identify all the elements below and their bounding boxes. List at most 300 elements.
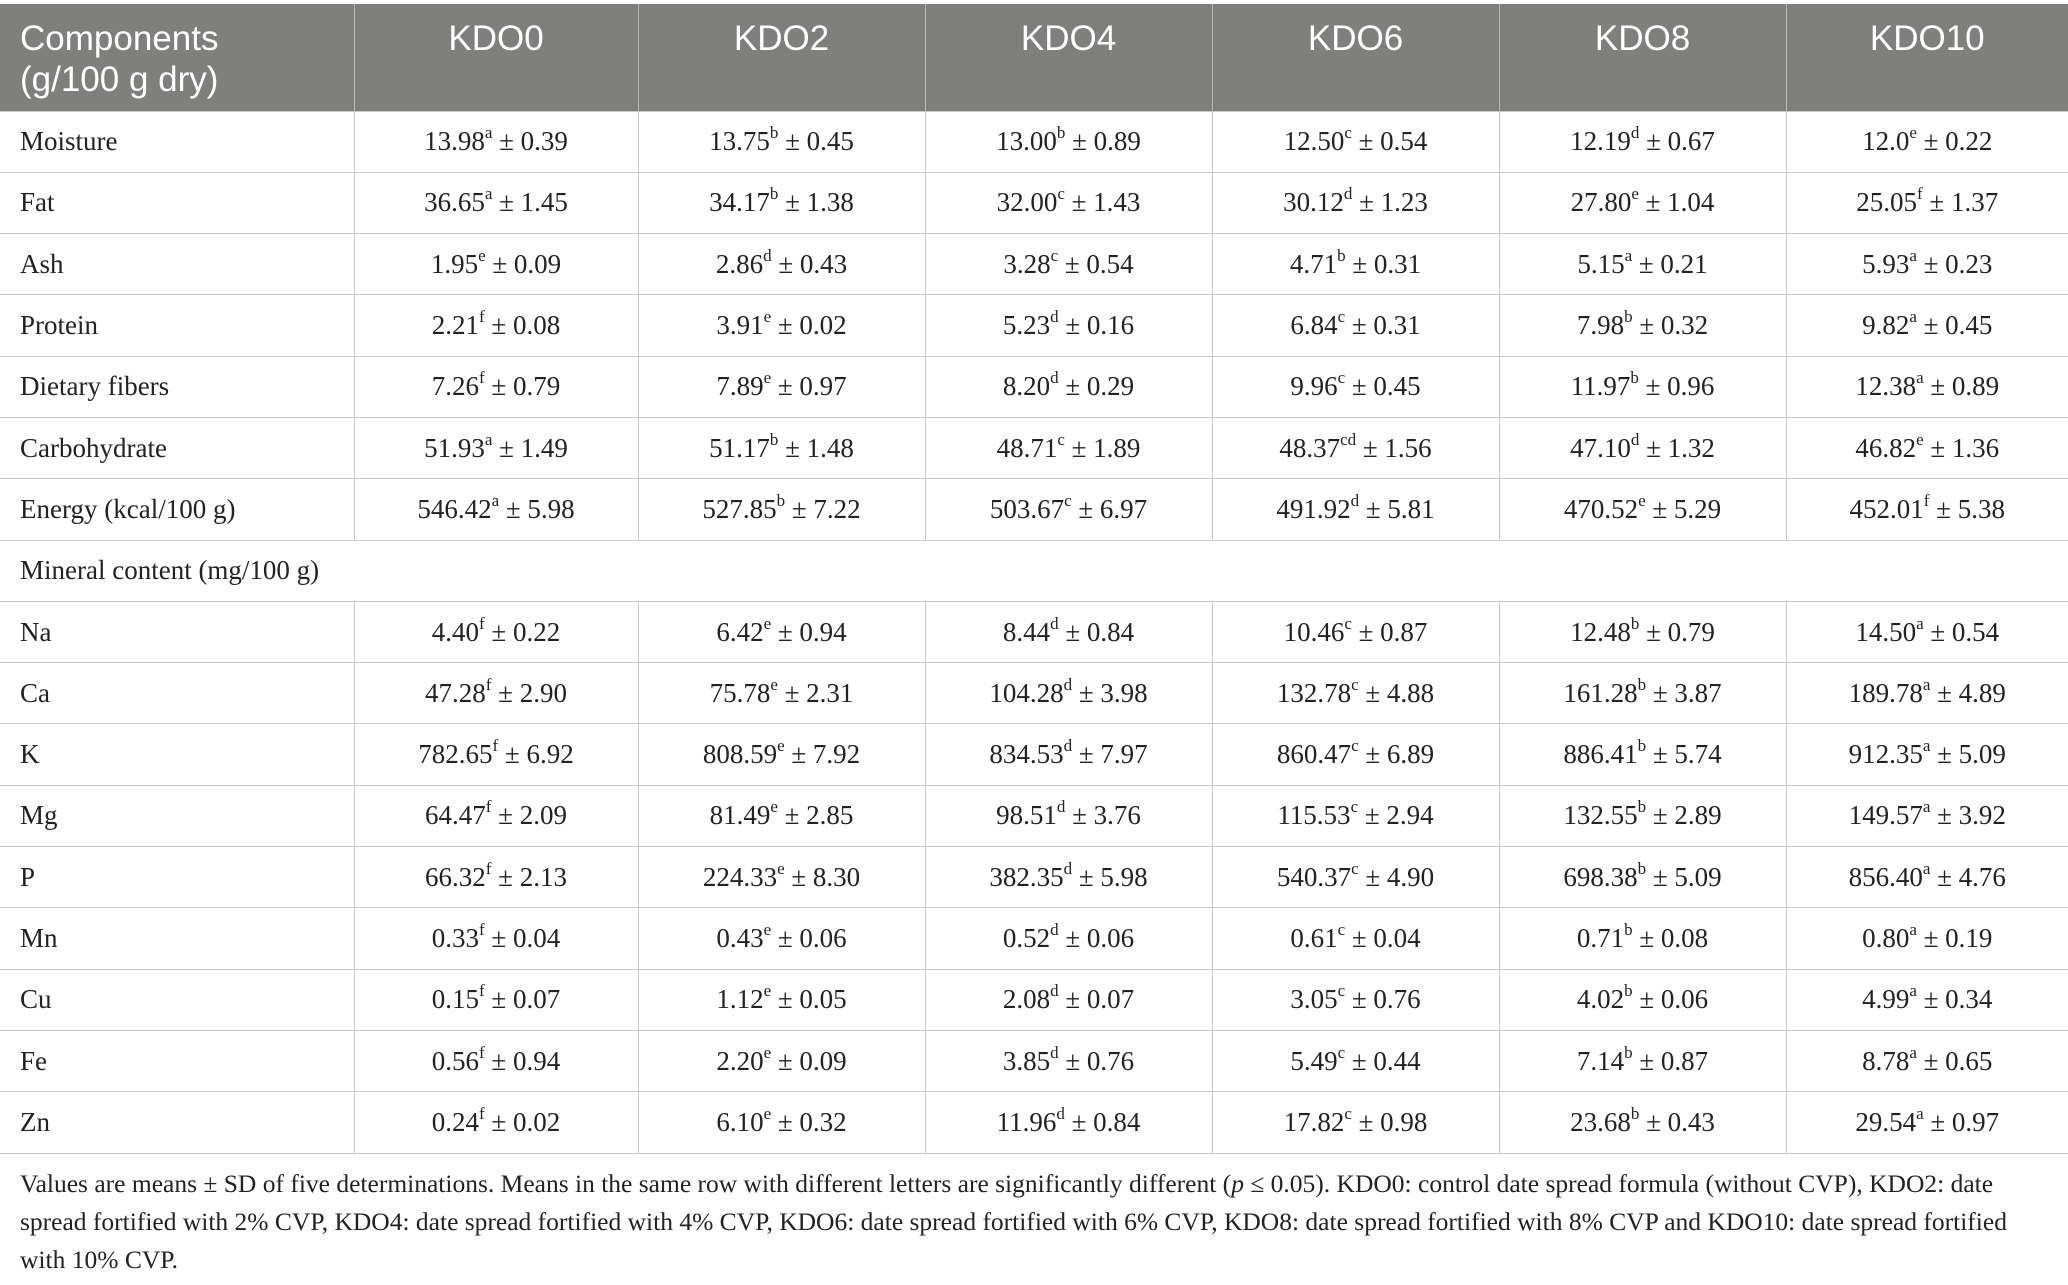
section-row-minerals <box>0 540 2068 601</box>
value-cell <box>1786 663 2068 724</box>
value-cell <box>925 724 1212 785</box>
mean-value: 4.99 <box>1862 984 1910 1015</box>
value-cell <box>1786 785 2068 846</box>
mean-value: 540.37 <box>1276 861 1352 892</box>
value-cell <box>1499 479 1786 540</box>
significance-letter: b <box>1624 981 1633 1001</box>
mean-value: 7.89 <box>716 371 764 402</box>
value-cell <box>925 785 1212 846</box>
sd-value: ± 0.45 <box>1916 310 1993 341</box>
value-cell <box>354 111 638 172</box>
sd-value: ± 0.06 <box>771 923 847 953</box>
significance-letter: cd <box>1340 429 1357 449</box>
significance-letter: e <box>763 613 772 633</box>
sd-value: ± 0.89 <box>1065 126 1141 157</box>
mean-value: 47.28 <box>425 677 486 708</box>
section-label: Mineral content (mg/100 g) <box>0 540 2068 601</box>
sd-value: ± 0.06 <box>1632 984 1709 1015</box>
mean-value: 75.78 <box>709 677 771 708</box>
significance-letter: a <box>1909 920 1917 939</box>
sd-value: ± 2.13 <box>491 861 567 892</box>
sd-value: ± 1.32 <box>1639 432 1715 463</box>
mean-value: 12.48 <box>1570 616 1631 647</box>
significance-letter: a <box>1909 245 1917 265</box>
row-label: Protein <box>0 295 354 356</box>
footnote-text-part2: ≤ 0.05). KDO0: control date spread formula (without CVP), KDO2: date spread fortified with 2% CVP, KDO4: date spread fortified with 4% CVP, KDO6: date spread fortified with 6% CVP, KDO8: date spread fortified with 8% CVP and KDO10: date spread fortified with 10% CVP. <box>20 1169 2007 1274</box>
sd-value: ± 5.74 <box>1646 739 1722 770</box>
sd-value: ± 3.87 <box>1646 677 1722 708</box>
significance-letter: d <box>1050 307 1059 327</box>
table-row-k <box>0 724 2068 785</box>
sd-value: ± 5.98 <box>499 493 575 524</box>
value-cell <box>1212 969 1499 1030</box>
mean-value: 13.98 <box>424 126 485 157</box>
mean-value: 64.47 <box>425 800 486 831</box>
significance-letter: e <box>1631 184 1639 204</box>
mean-value: 48.37 <box>1279 432 1341 463</box>
value-cell <box>1786 724 2068 785</box>
mean-value: 856.40 <box>1848 861 1923 892</box>
mean-value: 2.20 <box>716 1045 764 1076</box>
mean-value: 132.55 <box>1563 800 1638 831</box>
value-cell <box>1212 417 1499 478</box>
significance-letter: e <box>777 736 785 756</box>
mean-value: 7.26 <box>431 371 479 402</box>
mean-value: 2.08 <box>1002 984 1051 1015</box>
sd-value: ± 5.81 <box>1359 493 1435 524</box>
sd-value: ± 1.38 <box>778 187 854 218</box>
mean-value: 470.52 <box>1563 493 1639 524</box>
table-row-p <box>0 847 2068 908</box>
value-cell <box>638 601 925 662</box>
mean-value: 132.78 <box>1276 677 1352 708</box>
mean-value: 98.51 <box>996 800 1057 831</box>
value-cell <box>638 356 925 417</box>
mean-value: 14.50 <box>1855 616 1917 647</box>
value-cell <box>638 663 925 724</box>
significance-letter: e <box>777 858 785 878</box>
mean-value: 491.92 <box>1276 493 1351 524</box>
mean-value: 32.00 <box>996 187 1058 218</box>
significance-letter: e <box>770 797 778 817</box>
header-components-line1: Components <box>20 19 219 58</box>
value-cell <box>354 601 638 662</box>
sd-value: ± 0.76 <box>1345 984 1421 1015</box>
significance-letter: d <box>1050 1042 1059 1062</box>
value-cell <box>1212 234 1499 295</box>
sd-value: ± 5.38 <box>1929 493 2005 524</box>
significance-letter: b <box>1630 368 1639 388</box>
table-row-ca <box>0 663 2068 724</box>
significance-letter: f <box>485 858 492 878</box>
value-cell <box>925 356 1212 417</box>
significance-letter: e <box>1916 429 1924 449</box>
value-cell <box>925 1092 1212 1153</box>
sd-value: ± 1.56 <box>1356 432 1432 463</box>
header-kdo0: KDO0 <box>354 4 638 111</box>
significance-letter: d <box>1056 1103 1065 1123</box>
sd-value: ± 0.08 <box>1632 923 1709 953</box>
mean-value: 5.93 <box>1862 248 1910 279</box>
value-cell <box>638 234 925 295</box>
value-cell <box>925 969 1212 1030</box>
mean-value: 698.38 <box>1563 861 1638 892</box>
row-label: Dietary fibers <box>0 356 354 417</box>
value-cell <box>1499 417 1786 478</box>
table-row-mg <box>0 785 2068 846</box>
mean-value: 29.54 <box>1855 1106 1917 1137</box>
mean-value: 10.46 <box>1283 616 1345 647</box>
sd-value: ± 8.30 <box>784 861 861 892</box>
footnote-p-symbol: p <box>1231 1169 1244 1198</box>
row-label: Ash <box>0 234 354 295</box>
significance-letter: e <box>763 1103 772 1123</box>
significance-letter: a <box>1916 613 1924 633</box>
value-cell <box>1499 356 1786 417</box>
value-cell <box>1212 295 1499 356</box>
mean-value: 3.28 <box>1003 248 1051 279</box>
significance-letter: e <box>763 981 772 1001</box>
table-row-mn <box>0 908 2068 969</box>
sd-value: ± 0.31 <box>1345 310 1421 341</box>
mean-value: 546.42 <box>417 493 492 524</box>
mean-value: 5.49 <box>1290 1045 1338 1076</box>
significance-letter: f <box>479 981 485 1001</box>
mean-value: 8.44 <box>1002 616 1051 647</box>
sd-value: ± 0.89 <box>1923 371 2000 402</box>
significance-letter: b <box>1630 1103 1640 1123</box>
value-cell <box>354 417 638 478</box>
mean-value: 149.57 <box>1848 800 1923 831</box>
sd-value: ± 0.45 <box>778 126 854 157</box>
mean-value: 4.02 <box>1576 984 1625 1015</box>
value-cell <box>1212 356 1499 417</box>
significance-letter: b <box>1637 858 1647 878</box>
value-cell <box>638 724 925 785</box>
sd-value: ± 0.96 <box>1638 371 1715 402</box>
significance-letter: c <box>1057 184 1065 204</box>
row-label: K <box>0 724 354 785</box>
sd-value: ± 0.54 <box>1923 616 2000 647</box>
significance-letter: f <box>479 368 485 388</box>
table-body <box>0 111 2068 1153</box>
significance-letter: b <box>1637 674 1647 694</box>
sd-value: ± 0.19 <box>1916 923 1993 953</box>
mean-value: 48.71 <box>996 432 1058 463</box>
significance-letter: f <box>479 613 485 633</box>
sd-value: ± 2.94 <box>1358 800 1434 831</box>
value-cell <box>1786 479 2068 540</box>
significance-letter: f <box>479 920 485 939</box>
sd-value: ± 0.94 <box>484 1045 561 1076</box>
significance-letter: e <box>1638 490 1646 510</box>
value-cell <box>1786 172 2068 233</box>
value-cell <box>1212 1030 1499 1091</box>
sd-value: ± 3.92 <box>1930 800 2006 831</box>
significance-letter: c <box>1337 307 1346 327</box>
mean-value: 3.91 <box>716 310 764 341</box>
sd-value: ± 0.02 <box>771 310 847 341</box>
significance-letter: c <box>1057 429 1065 449</box>
sd-value: ± 0.54 <box>1058 248 1134 279</box>
header-components <box>0 4 354 111</box>
value-cell <box>925 908 1212 969</box>
mean-value: 7.98 <box>1576 310 1625 341</box>
value-cell <box>354 1092 638 1153</box>
value-cell <box>1786 969 2068 1030</box>
sd-value: ± 2.31 <box>777 677 854 708</box>
mean-value: 30.12 <box>1283 187 1344 218</box>
mean-value: 5.23 <box>1002 310 1051 341</box>
sd-value: ± 5.09 <box>1930 739 2006 770</box>
sd-value: ± 7.97 <box>1072 739 1148 770</box>
sd-value: ± 0.04 <box>1345 923 1421 953</box>
value-cell <box>354 234 638 295</box>
sd-value: ± 0.22 <box>484 616 561 647</box>
sd-value: ± 0.87 <box>1351 616 1428 647</box>
sd-value: ± 5.98 <box>1072 861 1148 892</box>
value-cell <box>1786 111 2068 172</box>
value-cell <box>638 479 925 540</box>
table-row-fat <box>0 172 2068 233</box>
sd-value: ± 1.37 <box>1922 187 1999 218</box>
significance-letter: a <box>1909 307 1917 327</box>
significance-letter: b <box>776 490 786 510</box>
value-cell <box>1786 847 2068 908</box>
significance-letter: a <box>1922 674 1931 694</box>
value-cell <box>638 1030 925 1091</box>
sd-value: ± 0.97 <box>771 371 847 402</box>
sd-value: ± 0.21 <box>1632 248 1708 279</box>
row-label: P <box>0 847 354 908</box>
value-cell <box>638 908 925 969</box>
mean-value: 36.65 <box>424 187 485 218</box>
value-cell <box>354 295 638 356</box>
significance-letter: d <box>1630 429 1640 449</box>
sd-value: ± 7.92 <box>784 739 861 770</box>
value-cell <box>925 234 1212 295</box>
sd-value: ± 6.92 <box>498 739 574 770</box>
value-cell <box>638 847 925 908</box>
table-row-protein <box>0 295 2068 356</box>
significance-letter: c <box>1337 1042 1346 1062</box>
sd-value: ± 0.79 <box>484 371 561 402</box>
sd-value: ± 2.89 <box>1646 800 1722 831</box>
sd-value: ± 0.06 <box>1058 923 1135 953</box>
value-cell <box>1786 417 2068 478</box>
value-cell <box>1786 601 2068 662</box>
significance-letter: f <box>1917 184 1923 204</box>
header-kdo6: KDO6 <box>1212 4 1499 111</box>
table-row-ash <box>0 234 2068 295</box>
mean-value: 5.15 <box>1577 248 1625 279</box>
value-cell <box>1499 1030 1786 1091</box>
significance-letter: c <box>1344 1103 1352 1123</box>
value-cell <box>354 663 638 724</box>
significance-letter: c <box>1351 736 1359 756</box>
significance-letter: e <box>763 368 772 388</box>
value-cell <box>354 1030 638 1091</box>
sd-value: ± 0.43 <box>1639 1106 1715 1137</box>
sd-value: ± 2.09 <box>491 800 567 831</box>
mean-value: 1.95 <box>430 248 479 279</box>
value-cell <box>925 295 1212 356</box>
sd-value: ± 5.29 <box>1645 493 1722 524</box>
mean-value: 11.97 <box>1570 371 1631 402</box>
sd-value: ± 0.76 <box>1058 1045 1135 1076</box>
header-components-line2: (g/100 g dry) <box>20 60 219 99</box>
value-cell <box>925 111 1212 172</box>
value-cell <box>1786 1092 2068 1153</box>
mean-value: 808.59 <box>702 739 778 770</box>
sd-value: ± 3.98 <box>1072 677 1148 708</box>
sd-value: ± 6.89 <box>1358 739 1435 770</box>
significance-letter: e <box>478 245 486 265</box>
sd-value: ± 1.48 <box>778 432 854 463</box>
significance-letter: b <box>1624 920 1633 939</box>
mean-value: 0.24 <box>431 1106 479 1137</box>
sd-value: ± 0.29 <box>1058 371 1135 402</box>
mean-value: 0.15 <box>431 984 479 1015</box>
mean-value: 1.12 <box>716 984 764 1015</box>
mean-value: 0.61 <box>1290 923 1338 953</box>
sd-value: ± 0.05 <box>771 984 847 1015</box>
value-cell <box>925 172 1212 233</box>
value-cell <box>638 969 925 1030</box>
value-cell <box>354 785 638 846</box>
mean-value: 886.41 <box>1563 739 1638 770</box>
significance-letter: b <box>1337 245 1346 265</box>
mean-value: 224.33 <box>702 861 778 892</box>
significance-letter: d <box>1630 123 1640 143</box>
sd-value: ± 0.54 <box>1351 126 1428 157</box>
row-label: Cu <box>0 969 354 1030</box>
value-cell <box>638 111 925 172</box>
significance-letter: b <box>1624 307 1633 327</box>
row-label: Zn <box>0 1092 354 1153</box>
significance-letter: d <box>1050 920 1059 939</box>
mean-value: 81.49 <box>709 800 771 831</box>
value-cell <box>1786 234 2068 295</box>
significance-letter: f <box>485 797 492 817</box>
significance-letter: a <box>484 184 493 204</box>
value-cell <box>1786 908 2068 969</box>
value-cell <box>1212 724 1499 785</box>
footnote-text-part1: Values are means ± SD of five determinations. Means in the same row with different letters are significantly different ( <box>20 1169 1232 1198</box>
sd-value: ± 3.76 <box>1065 800 1141 831</box>
mean-value: 189.78 <box>1848 677 1923 708</box>
sd-value: ± 0.31 <box>1345 248 1422 279</box>
mean-value: 6.84 <box>1290 310 1338 341</box>
sd-value: ± 0.39 <box>492 126 568 157</box>
sd-value: ± 1.49 <box>492 432 568 463</box>
mean-value: 6.10 <box>716 1106 764 1137</box>
value-cell <box>638 295 925 356</box>
mean-value: 0.52 <box>1002 923 1051 953</box>
significance-letter: d <box>1063 736 1073 756</box>
mean-value: 8.20 <box>1002 371 1051 402</box>
significance-letter: c <box>1050 245 1059 265</box>
table-footnote <box>20 1165 2050 1279</box>
value-cell <box>925 601 1212 662</box>
table-row-na <box>0 601 2068 662</box>
significance-letter: b <box>1637 797 1647 817</box>
significance-letter: d <box>1050 981 1059 1001</box>
row-label: Moisture <box>0 111 354 172</box>
sd-value: ± 0.44 <box>1345 1045 1421 1076</box>
sd-value: ± 0.23 <box>1916 248 1993 279</box>
value-cell <box>354 847 638 908</box>
value-cell <box>1499 847 1786 908</box>
sd-value: ± 7.22 <box>785 493 861 524</box>
mean-value: 4.40 <box>431 616 479 647</box>
value-cell <box>1212 1092 1499 1153</box>
mean-value: 47.10 <box>1570 432 1631 463</box>
sd-value: ± 4.90 <box>1358 861 1435 892</box>
sd-value: ± 0.32 <box>771 1106 847 1137</box>
mean-value: 3.05 <box>1290 984 1338 1015</box>
significance-letter: c <box>1351 858 1359 878</box>
sd-value: ± 0.07 <box>484 984 561 1015</box>
value-cell <box>1499 663 1786 724</box>
value-cell <box>638 172 925 233</box>
mean-value: 452.01 <box>1849 493 1924 524</box>
significance-letter: c <box>1344 123 1352 143</box>
value-cell <box>1499 969 1786 1030</box>
significance-letter: f <box>485 674 492 694</box>
significance-letter: a <box>484 429 493 449</box>
row-label: Carbohydrate <box>0 417 354 478</box>
sd-value: ± 6.97 <box>1071 493 1148 524</box>
mean-value: 13.75 <box>709 126 770 157</box>
sd-value: ± 0.45 <box>1345 371 1421 402</box>
value-cell <box>1212 847 1499 908</box>
sd-value: ± 0.94 <box>771 616 847 647</box>
value-cell <box>354 969 638 1030</box>
value-cell <box>638 785 925 846</box>
sd-value: ± 0.84 <box>1058 616 1135 647</box>
value-cell <box>354 479 638 540</box>
significance-letter: c <box>1337 920 1346 939</box>
significance-letter: d <box>763 245 772 265</box>
value-cell <box>925 847 1212 908</box>
value-cell <box>1786 295 2068 356</box>
value-cell <box>1499 908 1786 969</box>
significance-letter: c <box>1344 613 1352 633</box>
mean-value: 0.71 <box>1576 923 1625 953</box>
row-label: Na <box>0 601 354 662</box>
sd-value: ± 1.23 <box>1352 187 1428 218</box>
significance-letter: e <box>763 1042 772 1062</box>
value-cell <box>1499 1092 1786 1153</box>
mean-value: 17.82 <box>1283 1106 1345 1137</box>
significance-letter: c <box>1337 368 1346 388</box>
significance-letter: c <box>1351 674 1359 694</box>
sd-value: ± 0.79 <box>1639 616 1715 647</box>
table-row-energy-kcal-100-g <box>0 479 2068 540</box>
row-label: Ca <box>0 663 354 724</box>
mean-value: 0.33 <box>431 923 479 953</box>
value-cell <box>1212 663 1499 724</box>
significance-letter: d <box>1343 184 1353 204</box>
mean-value: 382.35 <box>989 861 1064 892</box>
value-cell <box>1212 785 1499 846</box>
mean-value: 51.93 <box>424 432 485 463</box>
value-cell <box>1212 111 1499 172</box>
mean-value: 115.53 <box>1277 800 1351 831</box>
significance-letter: d <box>1050 613 1059 633</box>
table-row-cu <box>0 969 2068 1030</box>
